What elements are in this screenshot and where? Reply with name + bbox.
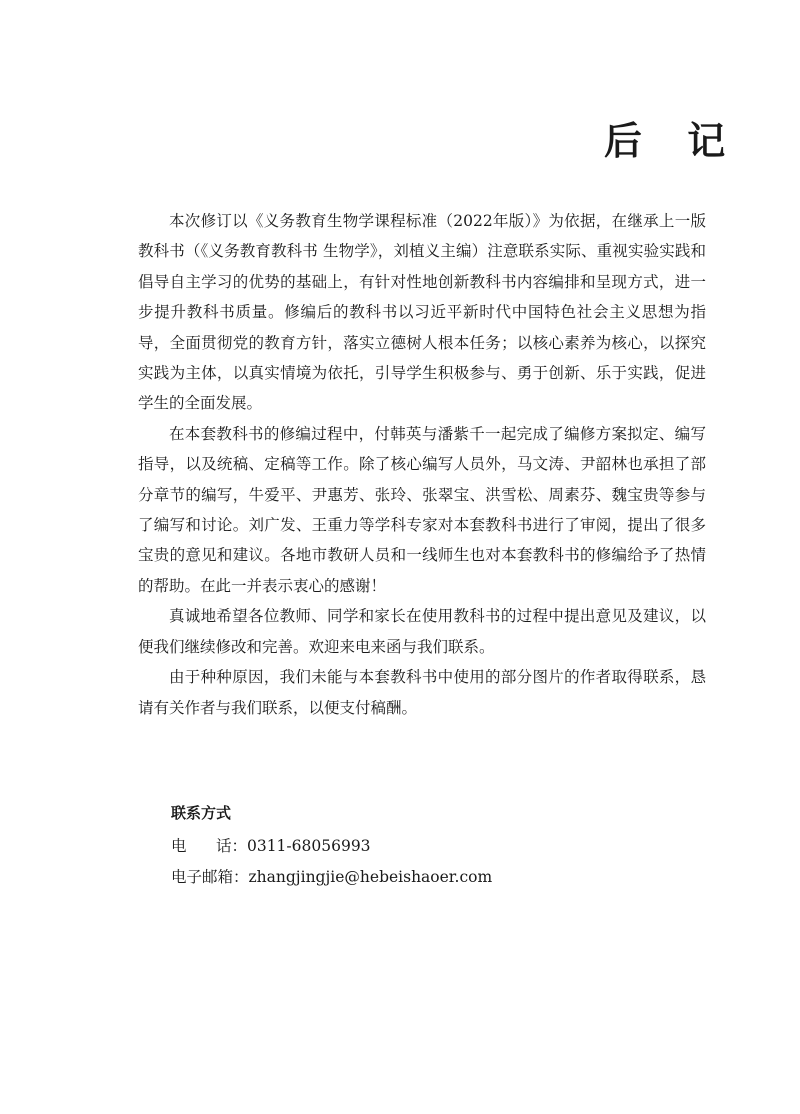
paragraph-revision-basis: 本次修订以《义务教育生物学课程标准（2022年版）》为依据，在继承上一版教科书（《义务教育教科书 生物学》，刘植义主编）注意联系实际、重视实验实践和倡导自主学习的优势的基础上，有针对性地创新教科书内容编排和呈现方式，进一步提升教科书质量。修编后的教科书以习近平新时代中国特色社会主义思想为指导，全面贯彻党的教育方针，落实立德树人根本任务；以核心素养为核心，以探究实践为主体，以真实情境为依托，引导学生积极参与、勇于创新、乐于实践，促进学生的全面发展。 xyxy=(138,212,706,413)
phone-number: 0311-68056993 xyxy=(246,837,371,855)
paragraph-image-credits: 由于种种原因，我们未能与本套教科书中使用的部分图片的作者取得联系，恳请有关作者与我们联系，以便支付稿酬。 xyxy=(138,668,706,717)
contact-email-row xyxy=(171,862,691,893)
email-address: zhangjingjie@hebeishaoer.com xyxy=(248,868,493,886)
email-label: 电子邮箱： xyxy=(171,868,249,886)
paragraph-acknowledgements: 在本套教科书的修编过程中，付韩英与潘紫千一起完成了编修方案拟定、编写指导，以及统稿、定稿等工作。除了核心编写人员外，马文涛、尹韶林也承担了部分章节的编写，牛爱平、尹惠芳、张玲、张翠宝、洪雪松、周素芬、魏宝贵等参与了编写和讨论。刘广发、王重力等学科专家对本套教科书进行了审阅，提出了很多宝贵的意见和建议。各地市教研人员和一线师生也对本套教科书的修编给予了热情的帮助。在此一并表示衷心的感谢！ xyxy=(138,424,706,595)
phone-label-last: 话： xyxy=(215,837,247,855)
afterword-body xyxy=(138,206,706,723)
contact-heading: 联系方式 xyxy=(171,804,232,822)
phone-label xyxy=(171,831,247,862)
paragraph-feedback-request: 真诚地希望各位教师、同学和家长在使用教科书的过程中提出意见及建议，以便我们继续修改和完善。欢迎来电来函与我们联系。 xyxy=(138,607,706,656)
contact-phone-row xyxy=(171,831,691,862)
contact-section xyxy=(171,798,691,893)
phone-label-first: 电 xyxy=(171,837,216,855)
page-title: 后 记 xyxy=(604,119,742,163)
